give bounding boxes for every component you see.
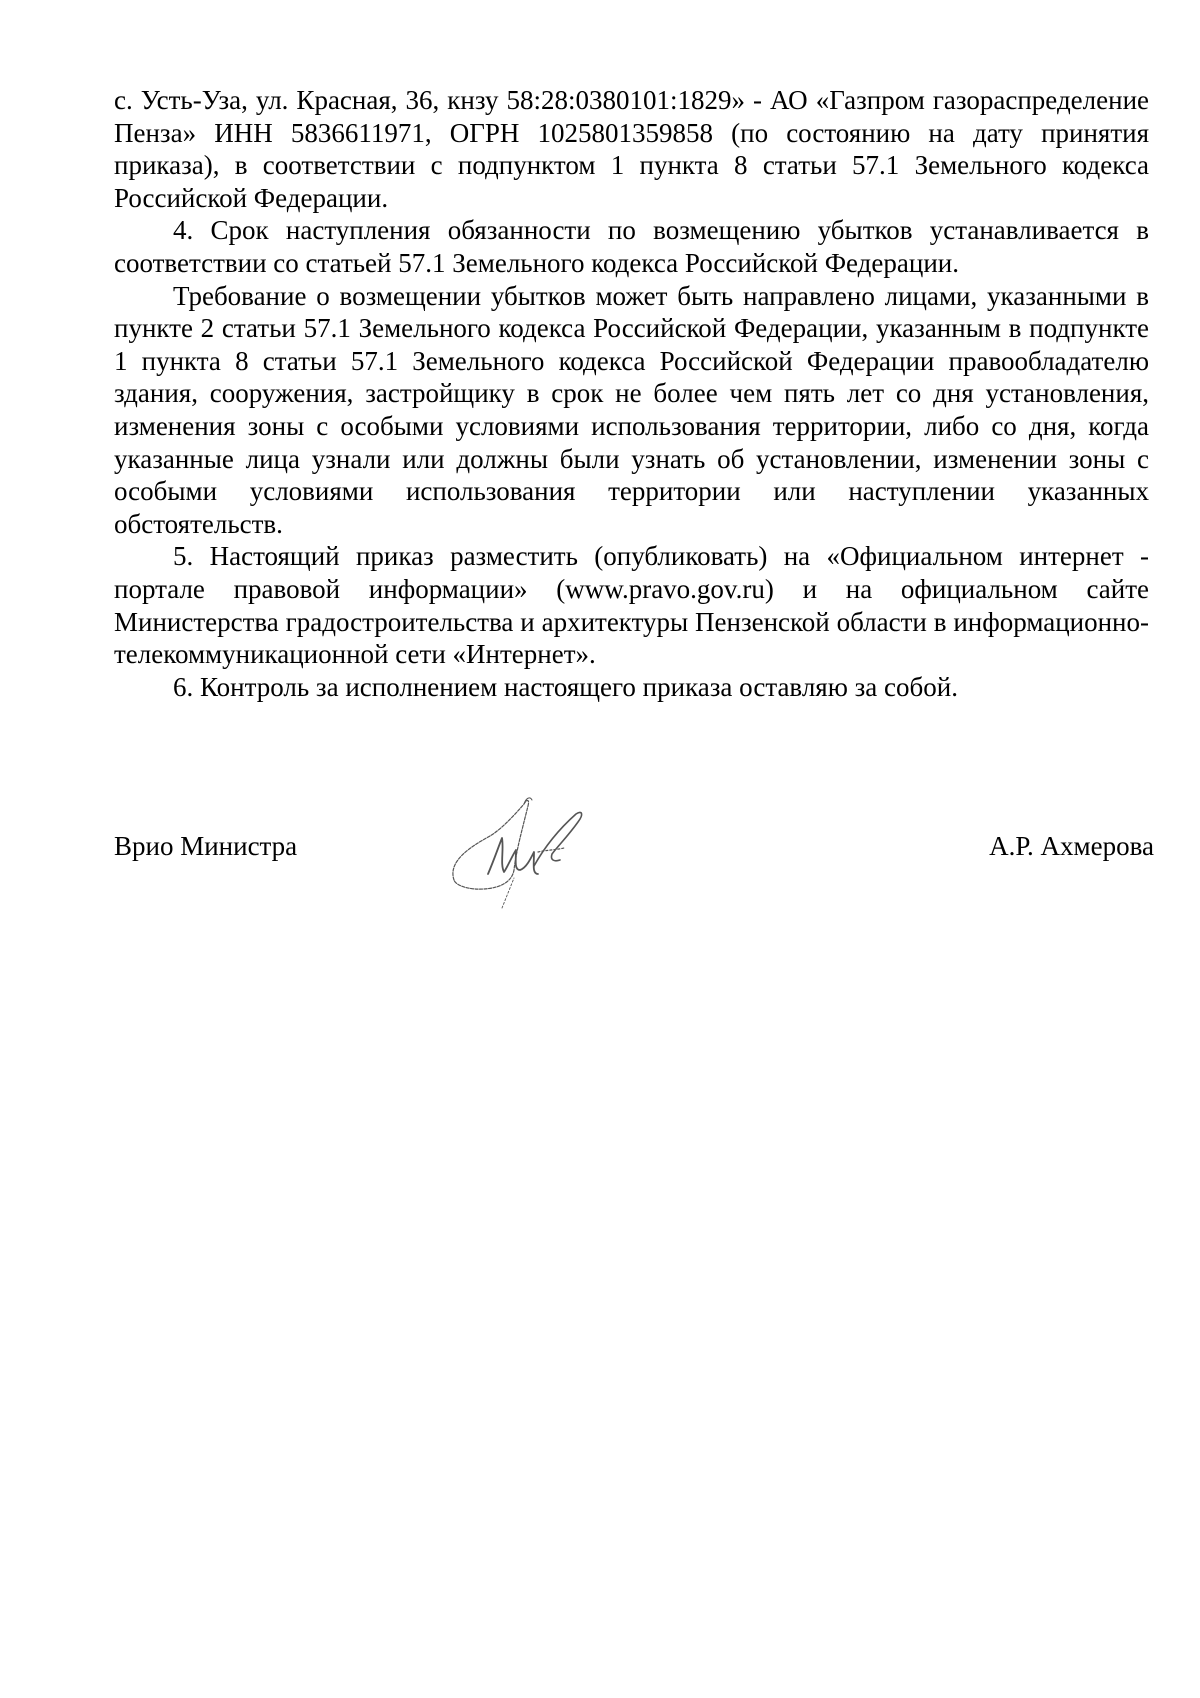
document-body <box>114 84 1149 703</box>
signature-block <box>114 790 1154 920</box>
signer-name: А.Р. Ахмерова <box>989 831 1154 861</box>
handwritten-signature-icon <box>434 790 614 920</box>
paragraph-item-5: 5. Настоящий приказ разместить (опубликовать) на «Официальном интернет - портале правовой информации» (www.pravo.gov.ru) и на официальном сайте Министерства градостроительства и архитектуры Пензенской области в информационно-телекоммуникационной сети «Интернет». <box>114 541 1149 670</box>
signer-position: Врио Министра <box>114 831 298 861</box>
paragraph-item-6: 6. Контроль за исполнением настоящего приказа оставляю за собой. <box>173 671 958 702</box>
paragraph-continuation: с. Усть-Уза, ул. Красная, 36, кнзу 58:28:0380101:1829» - АО «Газпром газораспределение Пенза» ИНН 5836611971, ОГРН 1025801359858 (по состоянию на дату принятия приказа), в соответствии с подпунктом 1 пункта 8 статьи 57.1 Земельного кодекса Российской Федерации. <box>114 85 1149 213</box>
paragraph-item-4: 4. Срок наступления обязанности по возмещению убытков устанавливается в соответствии со статьей 57.1 Земельного кодекса Российской Федерации. <box>114 215 1149 278</box>
paragraph-damages-claim: Требование о возмещении убытков может быть направлено лицами, указанными в пункте 2 статьи 57.1 Земельного кодекса Российской Федерации, указанным в подпункте 1 пункта 8 статьи 57.1 Земельного кодекса Российской Федерации правообладателю здания, сооружения, застройщику в срок не более чем пять лет со дня установления, изменения зоны с особыми условиями использования территории, либо со дня, когда указанные лица узнали или должны были узнать об установлении, изменении зоны с особыми условиями использования территории или наступлении указанных обстоятельств. <box>114 280 1149 539</box>
